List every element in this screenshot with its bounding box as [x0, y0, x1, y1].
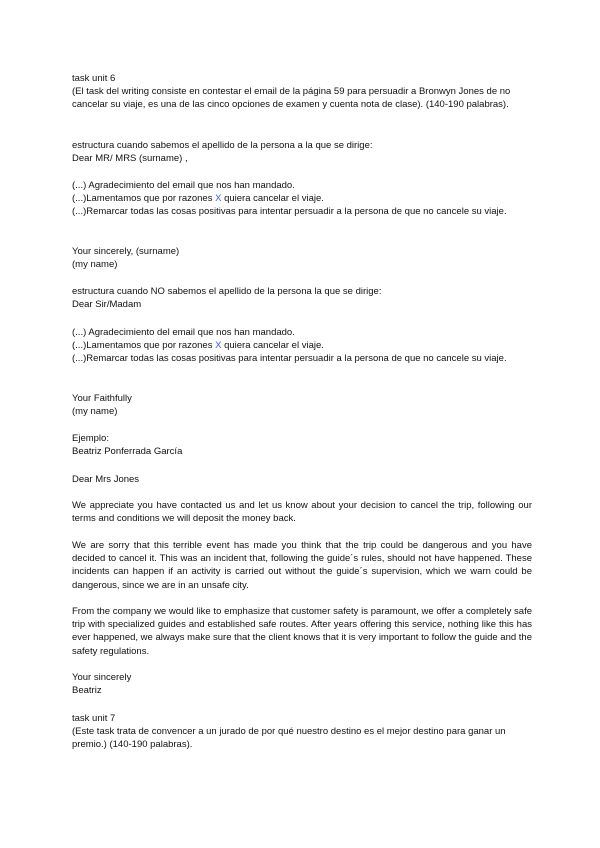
- example-salutation-block: [72, 473, 532, 486]
- surname-structure-section: [72, 139, 532, 165]
- no-surname-structure-section: [72, 285, 532, 311]
- unit6-section: [72, 72, 532, 112]
- no-surname-intro: estructura cuando NO sabemos el apellido de la persona la que se dirige:: [72, 286, 382, 297]
- no-surname-item-3: (...)Remarcar todas las cosas positivas para intentar persuadir a la persona de que no cancele su viaje.: [72, 353, 507, 365]
- surname-item-2-text-b: quiera cancelar el viaje.: [221, 193, 324, 205]
- surname-item-3: (...)Remarcar todas las cosas positivas para intentar persuadir a la persona de que no cancele su viaje.: [72, 206, 507, 218]
- example-paragraph-3: From the company we would like to emphasize that customer safety is paramount, we offer a completely safe trip with specialized guides and established safe routes. After years offering this service, nothing like this has ever happened, we always make sure that the client knows that it is very important to follow the guide and the safety regulations.: [72, 606, 532, 657]
- surname-salutation: Dear MR/ MRS (surname) ,: [72, 153, 188, 165]
- no-surname-item-2-text-a: (...)Lamentamos que por razones: [72, 340, 216, 352]
- example-paragraph-1: We appreciate you have contacted us and let us know about your decision to cancel the trip, following our terms and conditions we will deposit the money back.: [72, 500, 532, 525]
- no-surname-item-2-text-b: quiera cancelar el viaje.: [221, 340, 324, 352]
- example-paragraph-2-block: [72, 539, 532, 592]
- example-signature: Beatriz: [72, 685, 102, 697]
- surname-items: [72, 179, 532, 219]
- unit6-heading: task unit 6: [72, 73, 116, 84]
- no-surname-item-2-x: X: [215, 340, 222, 352]
- example-header: [72, 432, 532, 458]
- example-label: Ejemplo:: [72, 433, 109, 444]
- surname-item-2-text-a: (...)Lamentamos que por razones: [72, 193, 216, 205]
- no-surname-salutation: Dear Sir/Madam: [72, 299, 142, 311]
- example-paragraph-3-block: [72, 605, 532, 658]
- unit7-description: (Este task trata de convencer a un jurado de por qué nuestro destino es el mejor destino para ganar un premio.) (140-190 palabras).: [72, 726, 506, 751]
- unit7-heading: task unit 7: [72, 713, 116, 724]
- surname-closing: Your sincerely, (surname): [72, 246, 180, 257]
- surname-item-1: (...) Agradecimiento del email que nos han mandado.: [72, 180, 295, 191]
- no-surname-items: [72, 326, 532, 366]
- no-surname-closing: Your Faithfully: [72, 393, 132, 404]
- example-closing: Your sincerely: [72, 672, 132, 683]
- surname-intro: estructura cuando sabemos el apellido de la persona a la que se dirige:: [72, 140, 373, 151]
- no-surname-item-1: (...) Agradecimiento del email que nos han mandado.: [72, 327, 295, 338]
- surname-closing-block: [72, 245, 532, 271]
- no-surname-closing-block: [72, 392, 532, 418]
- surname-item-2: [72, 192, 532, 205]
- example-closing-block: [72, 671, 532, 697]
- surname-signature: (my name): [72, 259, 118, 271]
- no-surname-item-2: [72, 339, 532, 352]
- example-paragraph-1-block: [72, 499, 532, 525]
- no-surname-signature: (my name): [72, 406, 118, 418]
- example-paragraph-2: We are sorry that this terrible event has made you think that the trip could be dangerous and you have decided to cancel it. This was an incident that, following the guide´s rules, should not have happened. These incidents can happen if an activity is carried out without the guide´s supervision, which we warn could be dangerous, since we are in an unsafe city.: [72, 540, 532, 591]
- unit6-description: (El task del writing consiste en contestar el email de la página 59 para persuadir a Bronwyn Jones de no cancelar su viaje, es una de las cinco opciones de examen y cuenta nota de clase). (140-190 palabras).: [72, 86, 511, 111]
- example-salutation: Dear Mrs Jones: [72, 474, 140, 485]
- example-author: Beatriz Ponferrada García: [72, 446, 183, 458]
- surname-item-2-x: X: [215, 193, 222, 205]
- unit7-section: [72, 712, 532, 752]
